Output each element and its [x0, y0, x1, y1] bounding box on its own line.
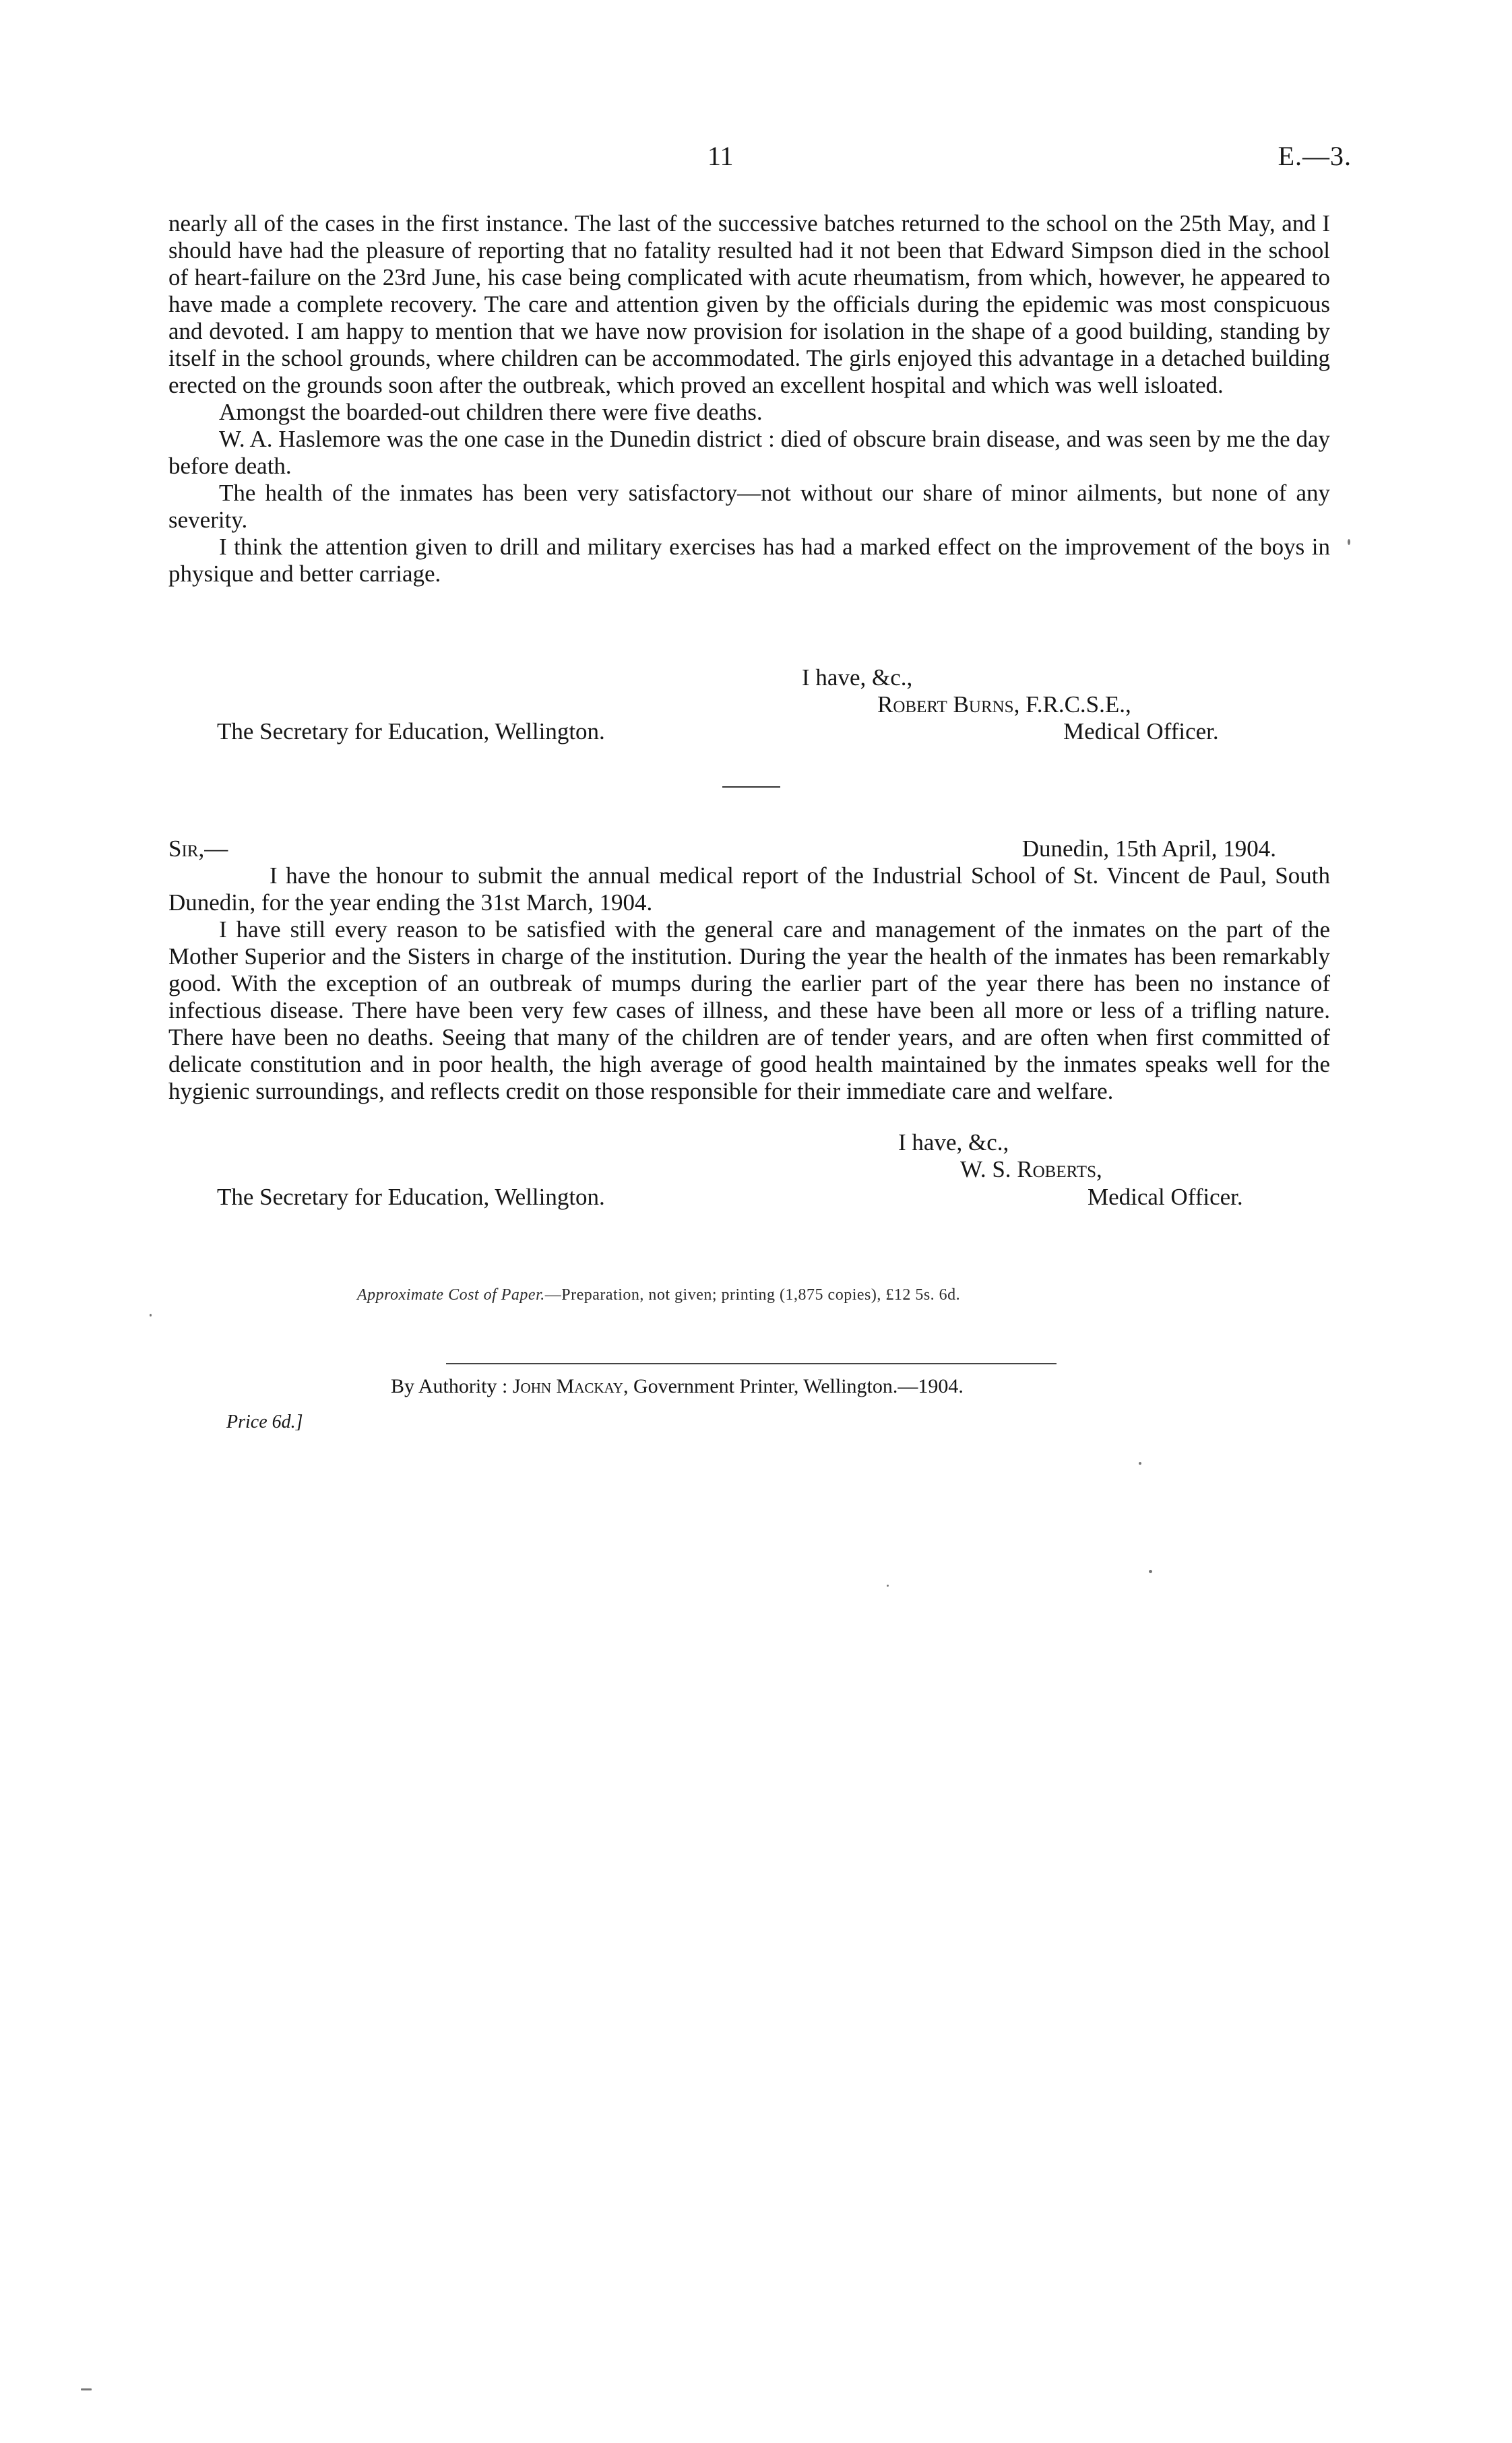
- report-roberts-signatory: W. S. Roberts,: [960, 1156, 1102, 1182]
- report-roberts-paragraph-1: I have the honour to submit the annual medical report of the Industrial School of St. Vincent de Paul, South Dunedin, for the year ending the 31st March, 1904.: [168, 862, 1330, 916]
- salutation: Sir,—: [168, 835, 228, 862]
- paper-speck: [1149, 1570, 1152, 1573]
- place-date: Dunedin, 15th April, 1904.: [1021, 835, 1276, 862]
- price: Price 6d.]: [226, 1411, 303, 1432]
- paper-speck: [150, 1314, 152, 1316]
- report-roberts-addressee: The Secretary for Education, Wellington.: [217, 1184, 605, 1210]
- document-reference: E.—3.: [1278, 141, 1352, 171]
- report-roberts-title: Medical Officer.: [1088, 1184, 1243, 1210]
- report-burns-paragraph-4: The health of the inmates has been very satisfactory—not without our share of minor ailments, but none of any severity.: [168, 480, 1330, 533]
- report-roberts-body: [168, 835, 1330, 1105]
- report-burns-addressee: The Secretary for Education, Wellington.: [217, 718, 605, 744]
- cost-note-lead: Approximate Cost of Paper.: [357, 1286, 545, 1304]
- report-roberts-closing: I have, &c.,: [898, 1129, 1009, 1155]
- cost-note-text: —Preparation, not given; printing (1,875 copies), £12 5s. 6d.: [544, 1286, 961, 1304]
- report-burns-title: Medical Officer.: [1063, 718, 1219, 744]
- imprint-prefix: By Authority :: [391, 1375, 508, 1397]
- report-roberts-paragraph-2: I have still every reason to be satisfied with the general care and management of the inmates on the part of the Mother Superior and the Sisters in charge of the institution. During the year the health of the inmates has been remarkably good. With the exception of an outbreak of mumps during the earlier part of the year there has been no instance of infectious disease. There have been very few cases of illness, and these have been all more or less of a trifling nature. There have been no deaths. Seeing that many of the children are of tender years, and are often when first committed of delicate constitution and in poor health, the high average of good health maintained by the inmates speaks well for the hygienic surroundings, and reflects credit on those responsible for their immediate care and welfare.: [168, 916, 1330, 1104]
- imprint-printer-name: John Mackay,: [512, 1375, 629, 1397]
- report-burns-body: [168, 210, 1330, 588]
- report-burns-closing: I have, &c.,: [802, 664, 913, 691]
- paper-speck: [1139, 1462, 1141, 1465]
- paper-speck: [887, 1585, 889, 1587]
- report-burns-paragraph-2: Amongst the boarded-out children there were five deaths.: [219, 399, 763, 425]
- printer-imprint: [391, 1375, 964, 1398]
- salutation-line: [168, 835, 1330, 862]
- cost-note: [357, 1286, 960, 1304]
- report-burns-paragraph-1: nearly all of the cases in the first instance. The last of the successive batches returned to the school on the 25th May, and I should have had the pleasure of reporting that no fatality resulted had it not been that Edward Simpson died in the school of heart-failure on the 23rd June, his case being complicated with acute rheumatism, from which, however, he appeared to have made a complete recovery. The care and attention given by the officials during the epidemic was most conspicuous and devoted. I am happy to mention that we have now provision for isolation in the shape of a good building, standing by itself in the school grounds, where children can be accommodated. The girls enjoyed this advantage in a detached building erected on the grounds soon after the outbreak, which proved an excellent hospital and which was well isloated.: [168, 210, 1330, 398]
- report-burns-signatory: Robert Burns, F.R.C.S.E.,: [877, 691, 1131, 718]
- footer-rule: [446, 1363, 1057, 1364]
- imprint-suffix: Government Printer, Wellington.—1904.: [633, 1375, 964, 1397]
- paper-speck: [81, 2388, 92, 2390]
- section-divider: [722, 786, 780, 788]
- report-burns-paragraph-3: W. A. Haslemore was the one case in the Dunedin district : died of obscure brain disease, and was seen by me the day before death.: [168, 426, 1330, 479]
- report-burns-paragraph-5: I think the attention given to drill and military exercises has had a marked effect on the improvement of the boys in physique and better carriage.: [168, 534, 1330, 587]
- page-number: 11: [707, 141, 734, 171]
- paper-speck: [1348, 539, 1350, 545]
